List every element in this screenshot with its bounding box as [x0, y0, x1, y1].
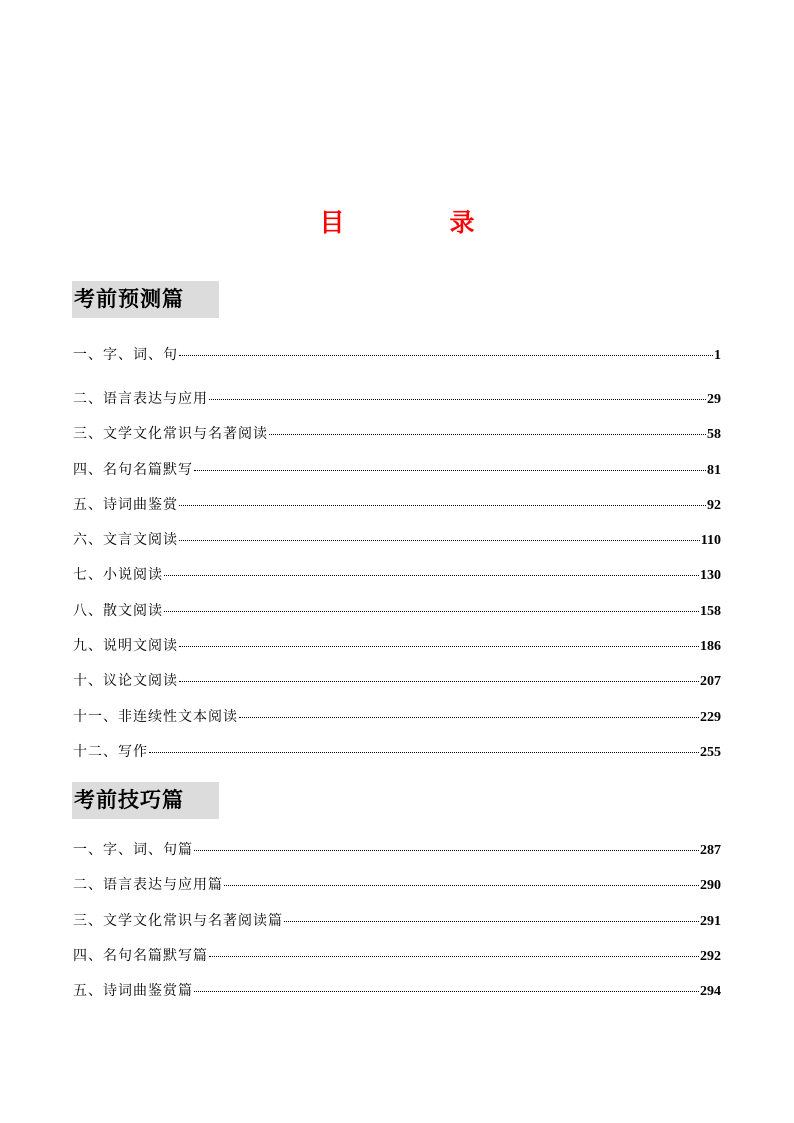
toc-entry[interactable] — [73, 635, 721, 670]
toc-entry[interactable] — [73, 459, 721, 494]
toc-entry[interactable] — [73, 741, 721, 776]
toc-entry[interactable] — [73, 910, 721, 945]
toc-entry-label: 二、语言表达与应用篇 — [73, 877, 223, 894]
toc-entry-page-number: 81 — [707, 462, 721, 478]
toc-entry-page-number: 110 — [700, 533, 721, 549]
toc-entry[interactable] — [73, 874, 721, 909]
toc-entry-page-number: 294 — [700, 984, 721, 1000]
toc-entry-label: 三、文学文化常识与名著阅读 — [73, 426, 268, 443]
toc-entry-label: 八、散文阅读 — [73, 602, 163, 619]
toc-entry-label: 五、诗词曲鉴赏 — [73, 496, 178, 513]
toc-dot-leader — [209, 399, 706, 400]
toc-list-skills — [73, 839, 721, 1015]
toc-entry[interactable] — [73, 839, 721, 874]
toc-entry[interactable] — [73, 600, 721, 635]
toc-entry-page-number: 29 — [707, 392, 721, 407]
toc-dot-leader — [269, 434, 706, 435]
toc-entry[interactable] — [73, 388, 721, 423]
toc-entry[interactable] — [73, 344, 721, 388]
toc-dot-leader — [179, 540, 700, 541]
toc-entry-label: 二、语言表达与应用 — [73, 391, 208, 407]
toc-entry-label: 九、说明文阅读 — [73, 638, 178, 655]
toc-entry-label: 四、名句名篇默写篇 — [73, 947, 208, 964]
toc-dot-leader — [164, 575, 699, 576]
toc-dot-leader — [284, 921, 699, 922]
toc-dot-leader — [209, 956, 699, 957]
toc-dot-leader — [179, 505, 706, 506]
toc-entry[interactable] — [73, 945, 721, 980]
toc-dot-leader — [179, 646, 699, 647]
toc-entry-label: 十、议论文阅读 — [73, 673, 178, 690]
toc-entry-label: 四、名句名篇默写 — [73, 461, 193, 478]
toc-entry[interactable] — [73, 706, 721, 741]
toc-entry-label: 五、诗词曲鉴赏篇 — [73, 983, 193, 1000]
toc-entry-page-number: 130 — [700, 568, 721, 584]
toc-entry-page-number: 207 — [700, 674, 721, 690]
toc-list-predict — [73, 344, 721, 776]
toc-entry[interactable] — [73, 494, 721, 529]
toc-dot-leader — [224, 885, 699, 886]
toc-entry-page-number: 229 — [700, 709, 721, 725]
toc-entry-page-number: 290 — [700, 878, 721, 894]
toc-entry-label: 一、字、词、句篇 — [73, 842, 193, 858]
toc-entry-page-number: 1 — [714, 348, 721, 363]
section-heading-predict: 考前预测篇 — [72, 281, 219, 318]
toc-dot-leader — [194, 850, 699, 851]
toc-dot-leader — [239, 717, 699, 718]
toc-entry[interactable] — [73, 980, 721, 1015]
toc-entry-label: 十一、非连续性文本阅读 — [73, 708, 238, 725]
toc-dot-leader — [194, 470, 706, 471]
toc-dot-leader — [179, 681, 699, 682]
toc-entry-page-number: 58 — [707, 427, 721, 443]
toc-entry-label: 六、文言文阅读 — [73, 532, 178, 549]
toc-entry[interactable] — [73, 423, 721, 458]
toc-entry-label: 十二、写作 — [73, 743, 148, 760]
toc-dot-leader — [149, 752, 699, 753]
toc-entry-page-number: 291 — [700, 913, 721, 929]
toc-entry-label: 三、文学文化常识与名著阅读篇 — [73, 912, 283, 929]
toc-entry-page-number: 292 — [700, 948, 721, 964]
toc-entry-page-number: 255 — [700, 744, 721, 760]
toc-entry-label: 七、小说阅读 — [73, 567, 163, 584]
toc-entry-page-number: 158 — [700, 603, 721, 619]
toc-entry-page-number: 92 — [707, 497, 721, 513]
toc-entry[interactable] — [73, 670, 721, 705]
toc-entry-page-number: 287 — [700, 843, 721, 858]
section-heading-skills: 考前技巧篇 — [72, 782, 219, 819]
toc-dot-leader — [164, 611, 699, 612]
toc-dot-leader — [194, 991, 699, 992]
toc-entry[interactable] — [73, 564, 721, 599]
toc-entry-page-number: 186 — [700, 639, 721, 655]
page-title: 目 录 — [319, 208, 515, 237]
toc-dot-leader — [179, 355, 713, 356]
toc-entry[interactable] — [73, 529, 721, 564]
toc-entry-label: 一、字、词、句 — [73, 347, 178, 363]
